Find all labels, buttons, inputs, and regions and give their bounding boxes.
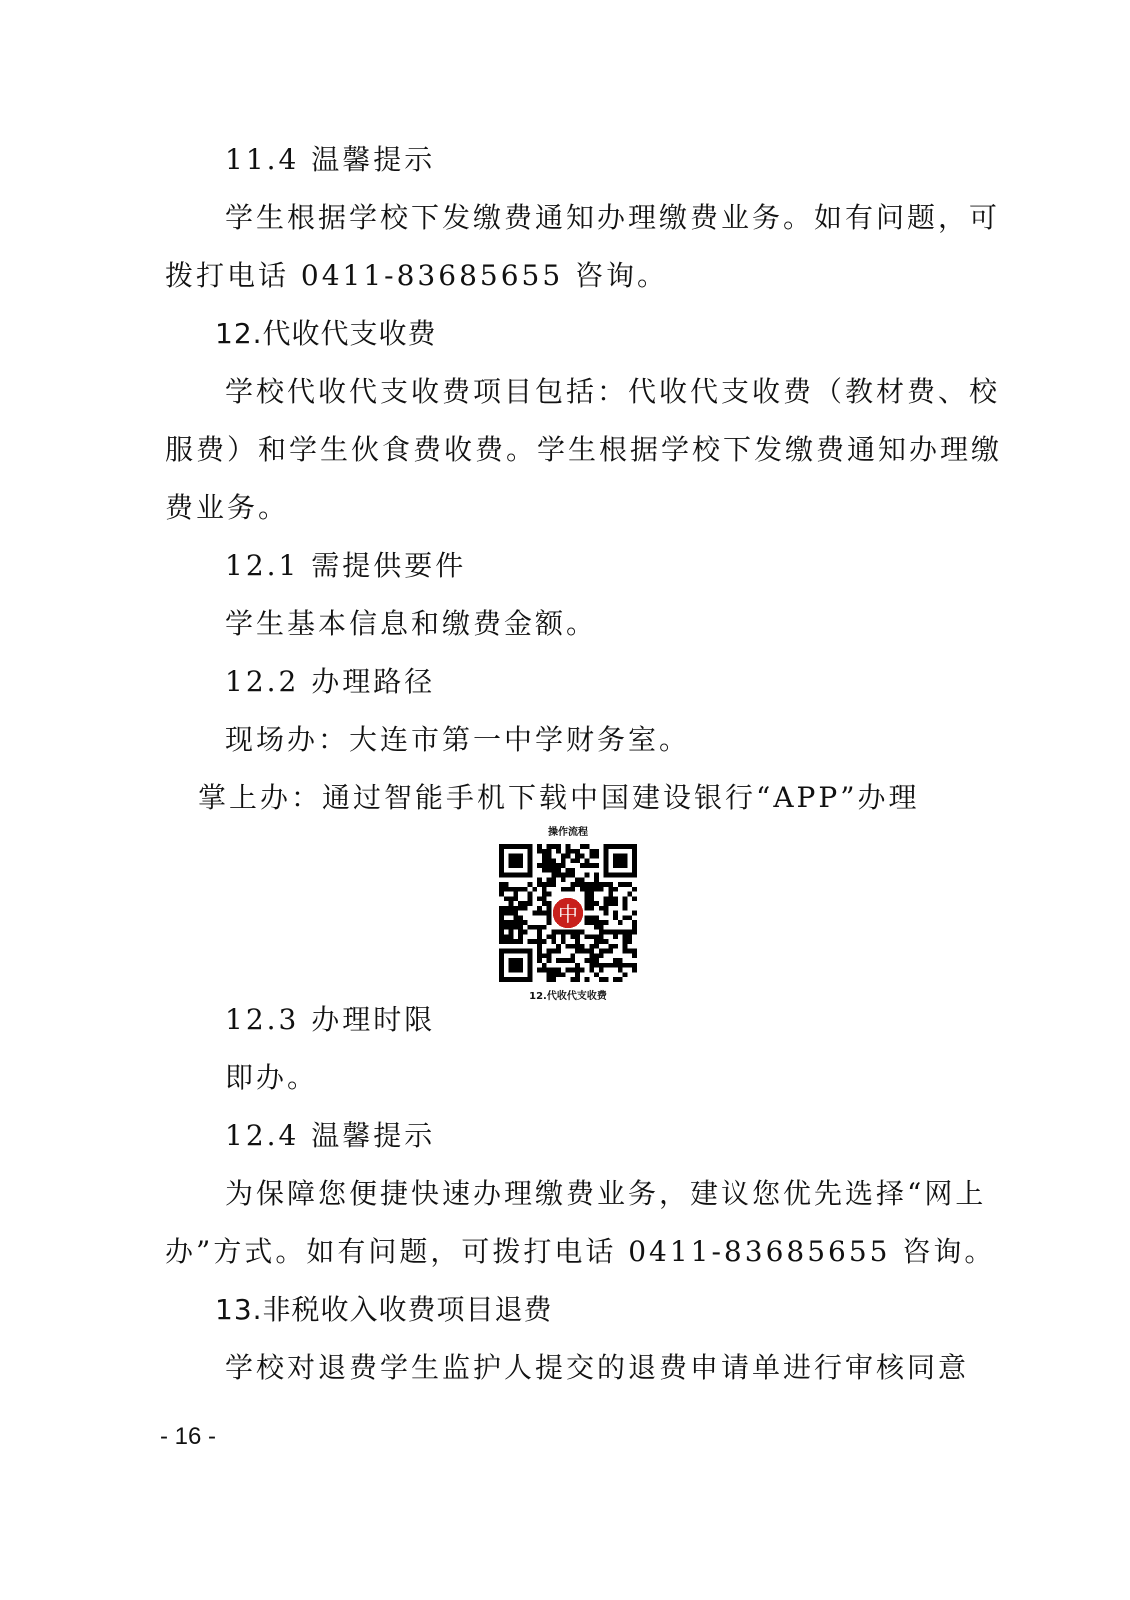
- paragraph-line: 掌上办：通过智能手机下载中国建设银行“APP”办理: [198, 781, 920, 814]
- paragraph-line: 为保障您便捷快速办理缴费业务，建议您优先选择“网上: [225, 1177, 987, 1210]
- paragraph-line: 费业务。: [165, 491, 290, 524]
- qr-logo-text: 中: [558, 902, 578, 927]
- paragraph-line: 学生根据学校下发缴费通知办理缴费业务。如有问题，可: [225, 201, 1001, 234]
- paragraph-line: 服费）和学生伙食费收费。学生根据学校下发缴费通知办理缴: [165, 433, 1003, 466]
- section-12-3-heading: 12.3 办理时限: [225, 1003, 436, 1036]
- qr-code-block: [498, 826, 638, 1004]
- section-12-heading: 12.代收代支收费: [215, 317, 437, 350]
- qr-caption: 12.代收代支收费: [529, 991, 607, 1002]
- paragraph-line: 拨打电话 0411-83685655 咨询。: [165, 259, 669, 292]
- paragraph-line: 学生基本信息和缴费金额。: [225, 607, 598, 640]
- paragraph-line: 即办。: [225, 1061, 319, 1094]
- paragraph-line: 学校对退费学生监护人提交的退费申请单进行审核同意: [225, 1351, 970, 1384]
- section-12-1-heading: 12.1 需提供要件: [225, 549, 467, 582]
- qr-title: 操作流程: [548, 827, 588, 838]
- section-12-4-heading: 12.4 温馨提示: [225, 1119, 436, 1152]
- paragraph-line: 办”方式。如有问题，可拨打电话 0411-83685655 咨询。: [165, 1235, 996, 1268]
- paragraph-line: 现场办：大连市第一中学财务室。: [225, 723, 691, 756]
- section-13-heading: 13.非税收入收费项目退费: [215, 1293, 553, 1326]
- section-12-2-heading: 12.2 办理路径: [225, 665, 436, 698]
- page-number: - 16 -: [160, 1423, 217, 1450]
- qr-code-image[interactable]: [499, 844, 637, 982]
- section-11-4-heading: 11.4 温馨提示: [225, 143, 436, 176]
- paragraph-line: 学校代收代支收费项目包括：代收代支收费（教材费、校: [225, 375, 1001, 408]
